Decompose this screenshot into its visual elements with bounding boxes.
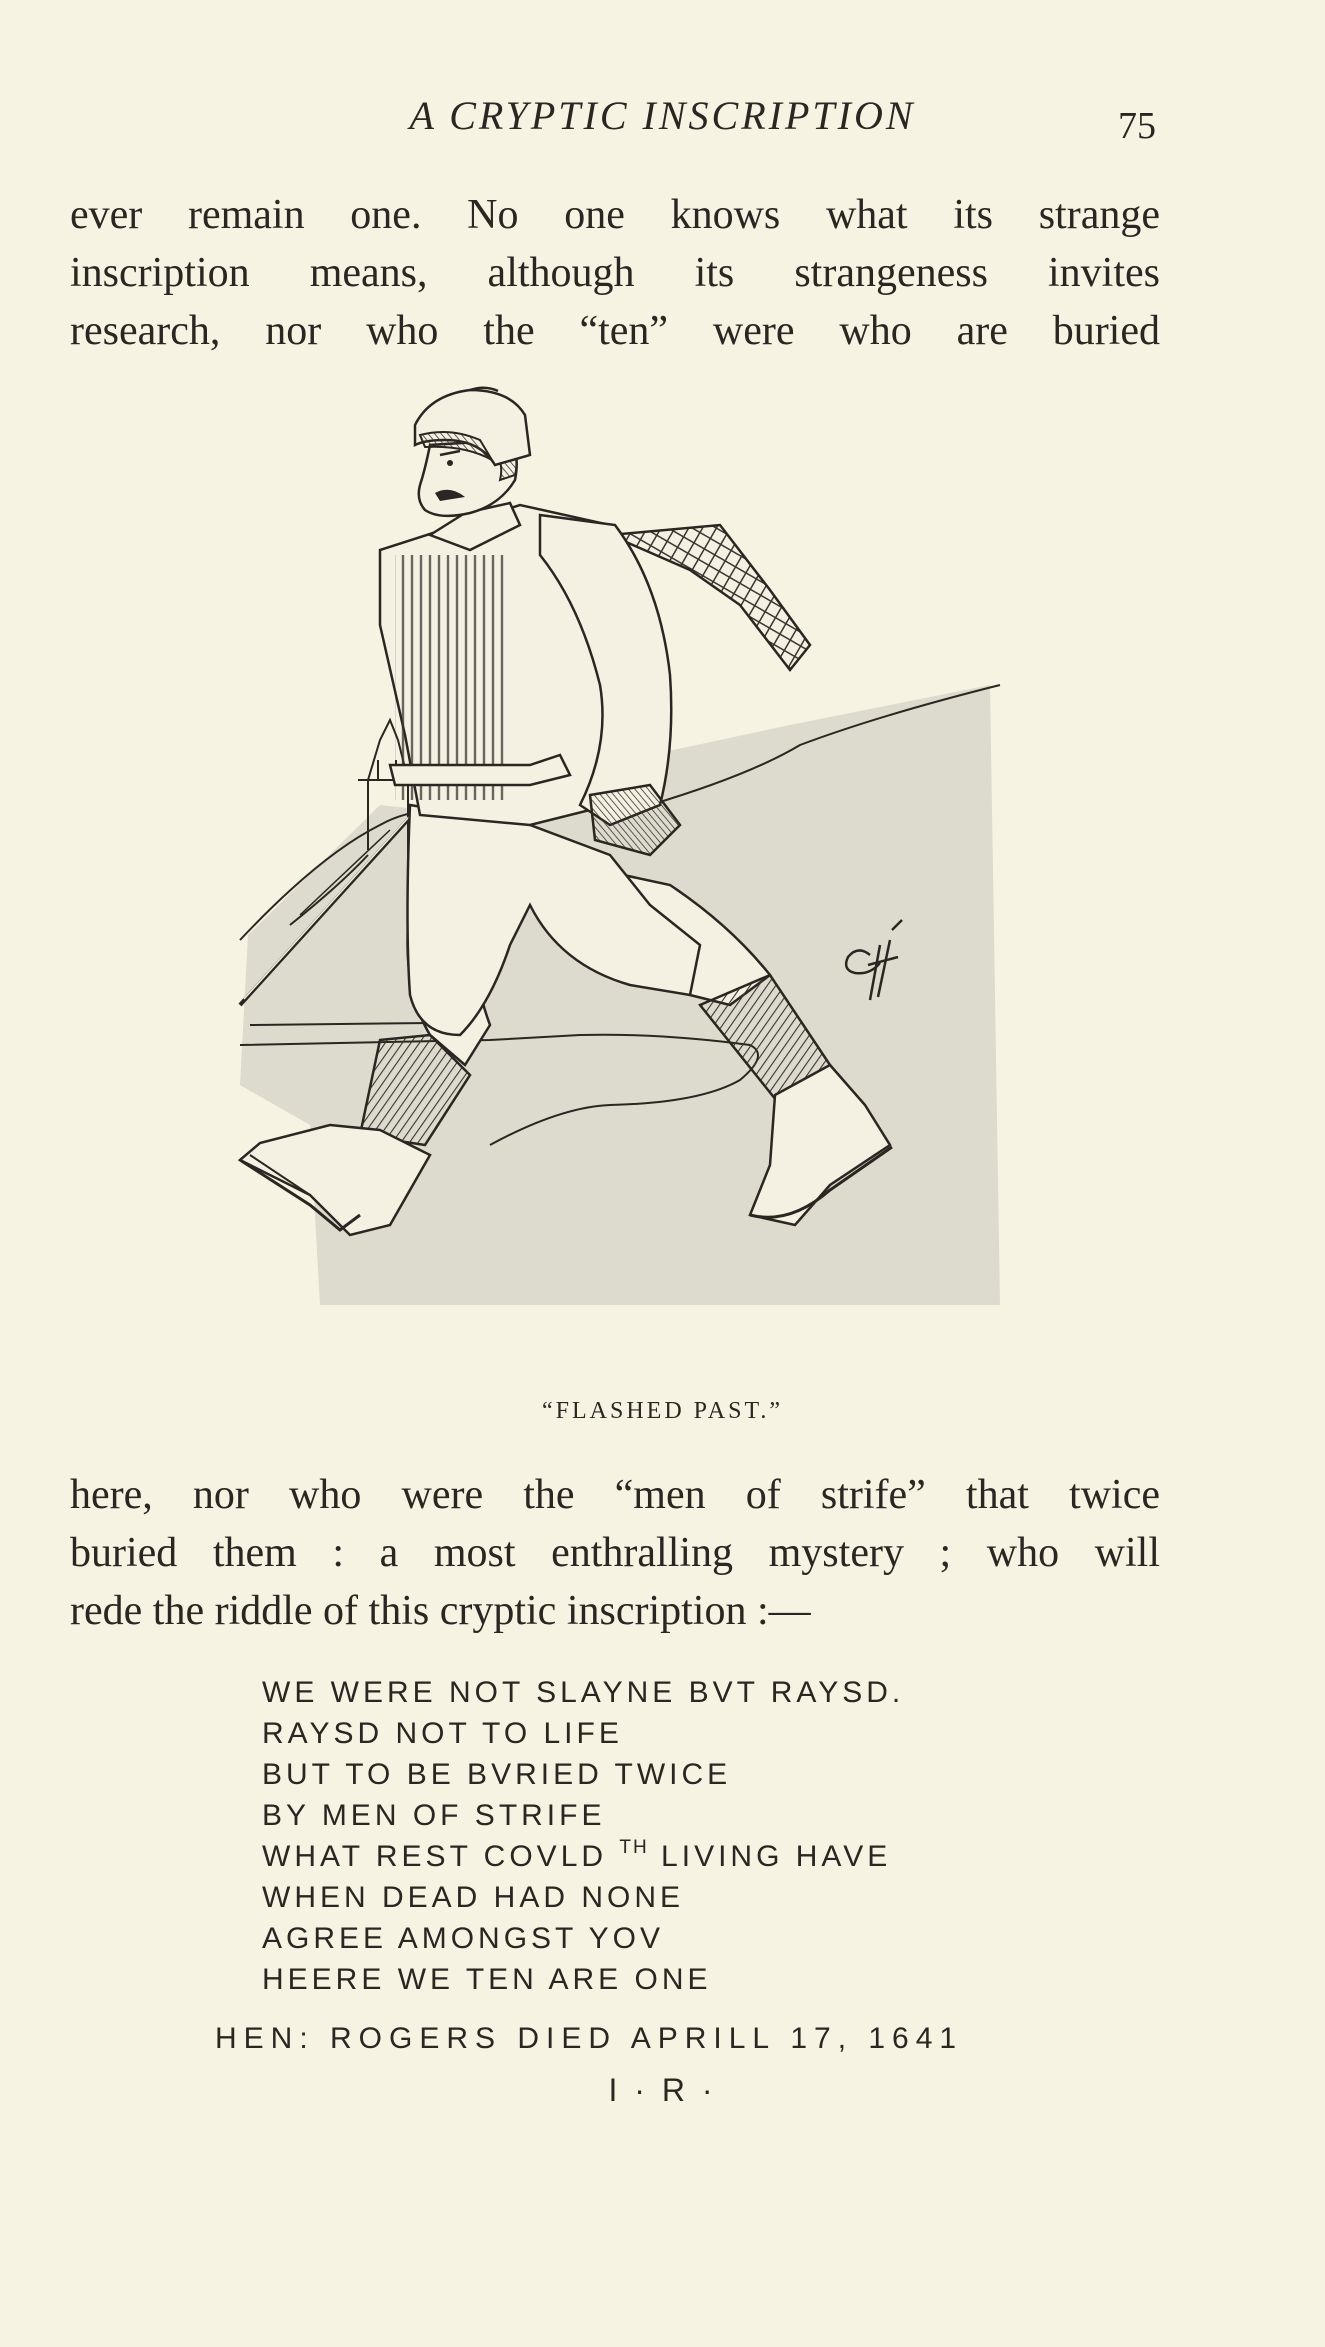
inscription-initials: I · R ·	[608, 2072, 717, 2108]
inscription-line-part: LIVING HAVE	[648, 1840, 892, 1873]
page-number: 75	[1118, 105, 1156, 147]
text-line: inscription means, although its strangeness invites	[70, 250, 1160, 296]
paragraph-bottom	[70, 1466, 1160, 1640]
inscription-block	[262, 1672, 904, 2000]
illustration-caption: “FLASHED PAST.”	[541, 1398, 784, 1424]
inscription-line: WE WERE NOT SLAYNE BVT RAYSD.	[262, 1676, 905, 1709]
superscript-th: TH	[619, 1837, 649, 1858]
text-line: here, nor who were the “men of strife” that twice	[70, 1472, 1160, 1518]
inscription-line: BUT TO BE BVRIED TWICE	[262, 1758, 732, 1791]
inscription-signature: HEN: ROGERS DIED APRILL 17, 1641	[215, 2022, 964, 2055]
text-line: rede the riddle of this cryptic inscription :—	[70, 1588, 811, 1634]
eye	[447, 460, 453, 466]
inscription-line: AGREE AMONGST YOV	[262, 1922, 664, 1955]
inscription-line: RAYSD NOT TO LIFE	[262, 1717, 623, 1750]
inscription-line: BY MEN OF STRIFE	[262, 1799, 606, 1832]
running-title: A CRYPTIC INSCRIPTION	[409, 93, 916, 138]
inscription-line	[262, 1836, 904, 1877]
inscription-line-part: WHAT REST COVLD	[262, 1840, 620, 1873]
inscription-line: WHEN DEAD HAD NONE	[262, 1881, 685, 1914]
text-line: ever remain one. No one knows what its strange	[70, 192, 1160, 238]
inscription-line: HEERE WE TEN ARE ONE	[262, 1963, 712, 1996]
paragraph-top	[70, 186, 1160, 360]
text-line: buried them : a most enthralling mystery ; who will	[70, 1530, 1160, 1576]
hiker-illustration	[230, 385, 1010, 1315]
text-line: research, nor who the “ten” were who are buried	[70, 308, 1160, 354]
jacket-stripes	[395, 555, 505, 800]
